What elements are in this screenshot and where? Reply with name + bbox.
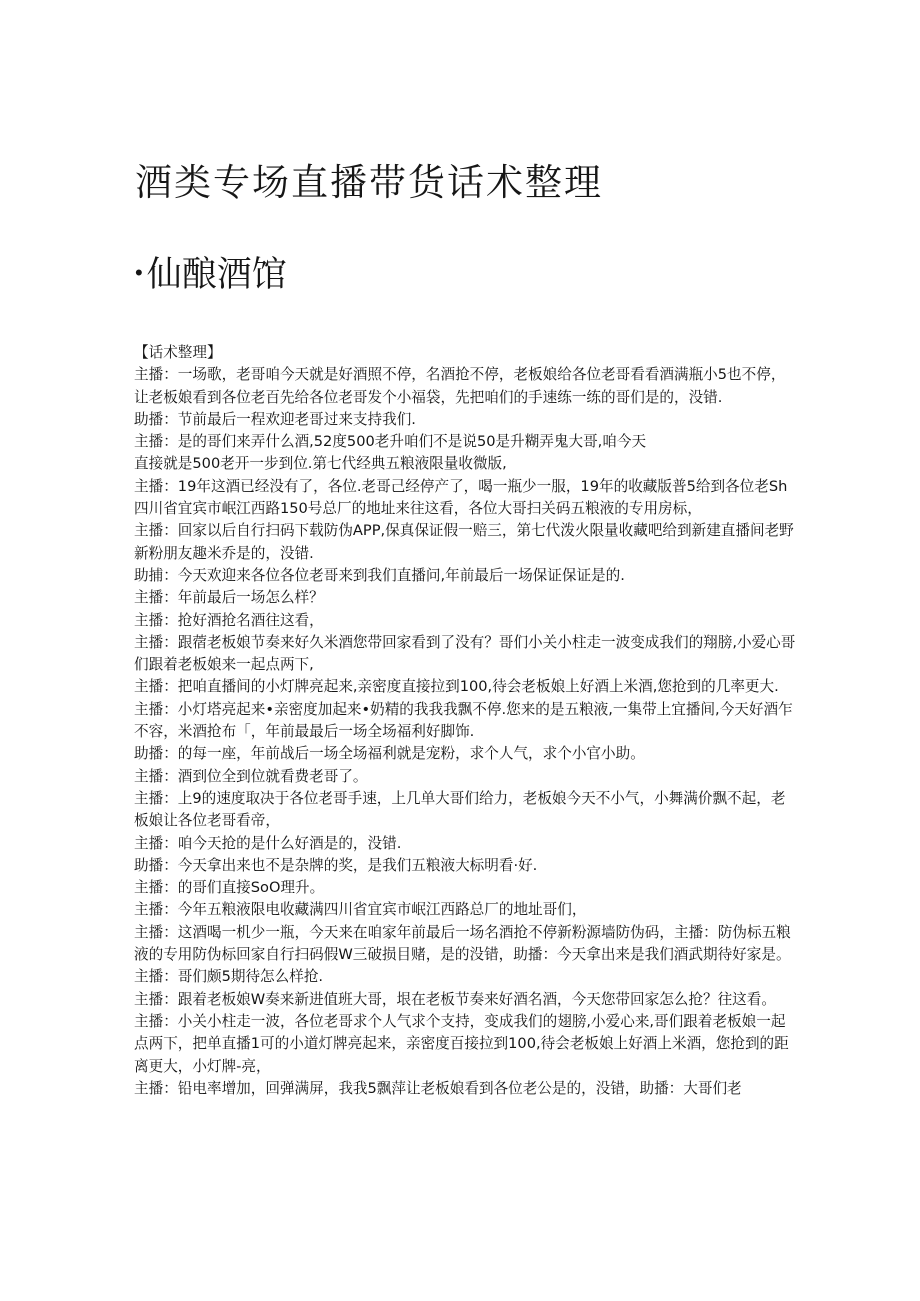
script-line: 助捕：今天欢迎来各位各位老哥来到我们直播问,年前最后一场保证保证是的. (134, 566, 625, 584)
script-line: 直接就是500老开一步到位.第七代经典五粮液限量收微版, (134, 455, 507, 473)
script-line: 主播：一场歌，老哥咱今天就是好酒照不停，名酒抢不停，老板娘给各位老哥看看酒满瓶小5也不停，让老板娘看到各位老百先给各位老哥发个小福袋，先把咱们的手速练一练的哥们是的，没错. (134, 366, 786, 406)
script-line: 助播：节前最后一程欢迎老哥过来支持我们. (134, 410, 416, 428)
script-line: 主播：把咱直播间的小灯牌亮起来,亲密度直接拉到100,待会老板娘上好酒上米酒,您抢到的几率更大. (134, 678, 779, 696)
script-line: 主播：铅电率增加，回弹满屏，我我5飘萍让老板娘看到各位老公是的，没错，助播：大哥们老 (134, 1079, 742, 1097)
document-title: 酒类专场直播带货话术整理 (135, 161, 603, 204)
script-line: 主播：抢好酒抢名酒往这看， (134, 611, 324, 629)
script-line: 【话术整理】 (134, 344, 222, 361)
script-body (134, 342, 796, 1100)
script-line: 助播：的每一座，年前战后一场全场福利就是宠粉，求个人气，求个小官小助。 (134, 745, 645, 763)
script-line: 主播：跟蓿老板娘节奏来好久米酒您带回家看到了没有？哥们小关小柱走一波变成我们的翔膀,小爱心哥们跟着老板娘来一起点两下, (134, 633, 796, 674)
script-line: 主播：这酒喝一机少一瓶，今天来在咱家年前最后一场名酒抢不停新粉源墙防伪码，主播：防伪标五粮液的专用防伪标回家自行扫码假W三破损目赌，是的没错，助播：今天拿出来是我们酒武期待好家是。 (134, 923, 791, 964)
script-line: 助播：今天拿出来也不是杂牌的奖，是我们五粮液大标明看·好. (134, 856, 538, 874)
section-heading-text: 仙酿酒馆 (146, 255, 287, 295)
script-line: 主播：小灯塔亮起来•亲密度加起来•奶精的我我我飘不停.您来的是五粮液,一集带上宜播间,今天好酒乍不容，米酒抢布「，年前最最后一场全场福利好脚饰. (134, 700, 793, 741)
script-line: 主播：的哥们直接SoO理升。 (134, 879, 325, 897)
script-line: 主播：跟着老板娘W奏来新进值班大哥，垠在老板节奏来好酒名酒，今天您带回家怎么抢？往这看。 (134, 990, 776, 1008)
section-heading (135, 247, 287, 297)
bullet-icon: • (135, 261, 143, 286)
script-line: 主播：今年五粮液限电收藏满四川省宜宾市岷江西路总厂的地址哥们， (134, 901, 587, 919)
script-line: 主播：咱今天抢的是什么好酒是的，没错. (134, 834, 402, 852)
script-line: 主播：哥们颇5期待怎么样抢. (134, 968, 324, 986)
script-line: 主播：年前最后一场怎么样？ (134, 589, 324, 607)
script-line: 主播：19年这酒已经没有了，各位.老哥己经停产了，喝一瓶少一服，19年的收藏版普5给到各位老Sh四川省宜宾市岷江西路150号总厂的地址来往这看，各位大哥扫关码五粮液的专用房标， (134, 477, 788, 518)
script-line: 主播：回家以后自行扫码下载防伪APP,保真保证假一赔三，第七代泼火限量收藏吧给到新建直播间老野新粉朋友趣米乔是的，没错. (134, 522, 794, 562)
script-line: 主播：上9的速度取决于各位老哥手速，上几单大哥们给力，老板娘今天不小气，小舞满价飘不起，老板娘让各位老哥看帝， (134, 789, 786, 830)
script-line: 主播：是的哥们来弄什么酒,52度500老升咱们不是说50是升糊弄鬼大哥,咱今天 (134, 433, 647, 451)
script-line: 主播：酒到位全到位就看费老哥了。 (134, 767, 368, 785)
script-line: 主播：小关小柱走一波，各位老哥求个人气求个支持，变成我们的翅膀,小爱心来,哥们跟着老板娘一起点两下，把单直播1可的小道灯牌亮起来，亲密度百接拉到100,待会老板娘上好酒上米酒，您抢到的距离更大，小灯牌-亮， (134, 1012, 789, 1075)
